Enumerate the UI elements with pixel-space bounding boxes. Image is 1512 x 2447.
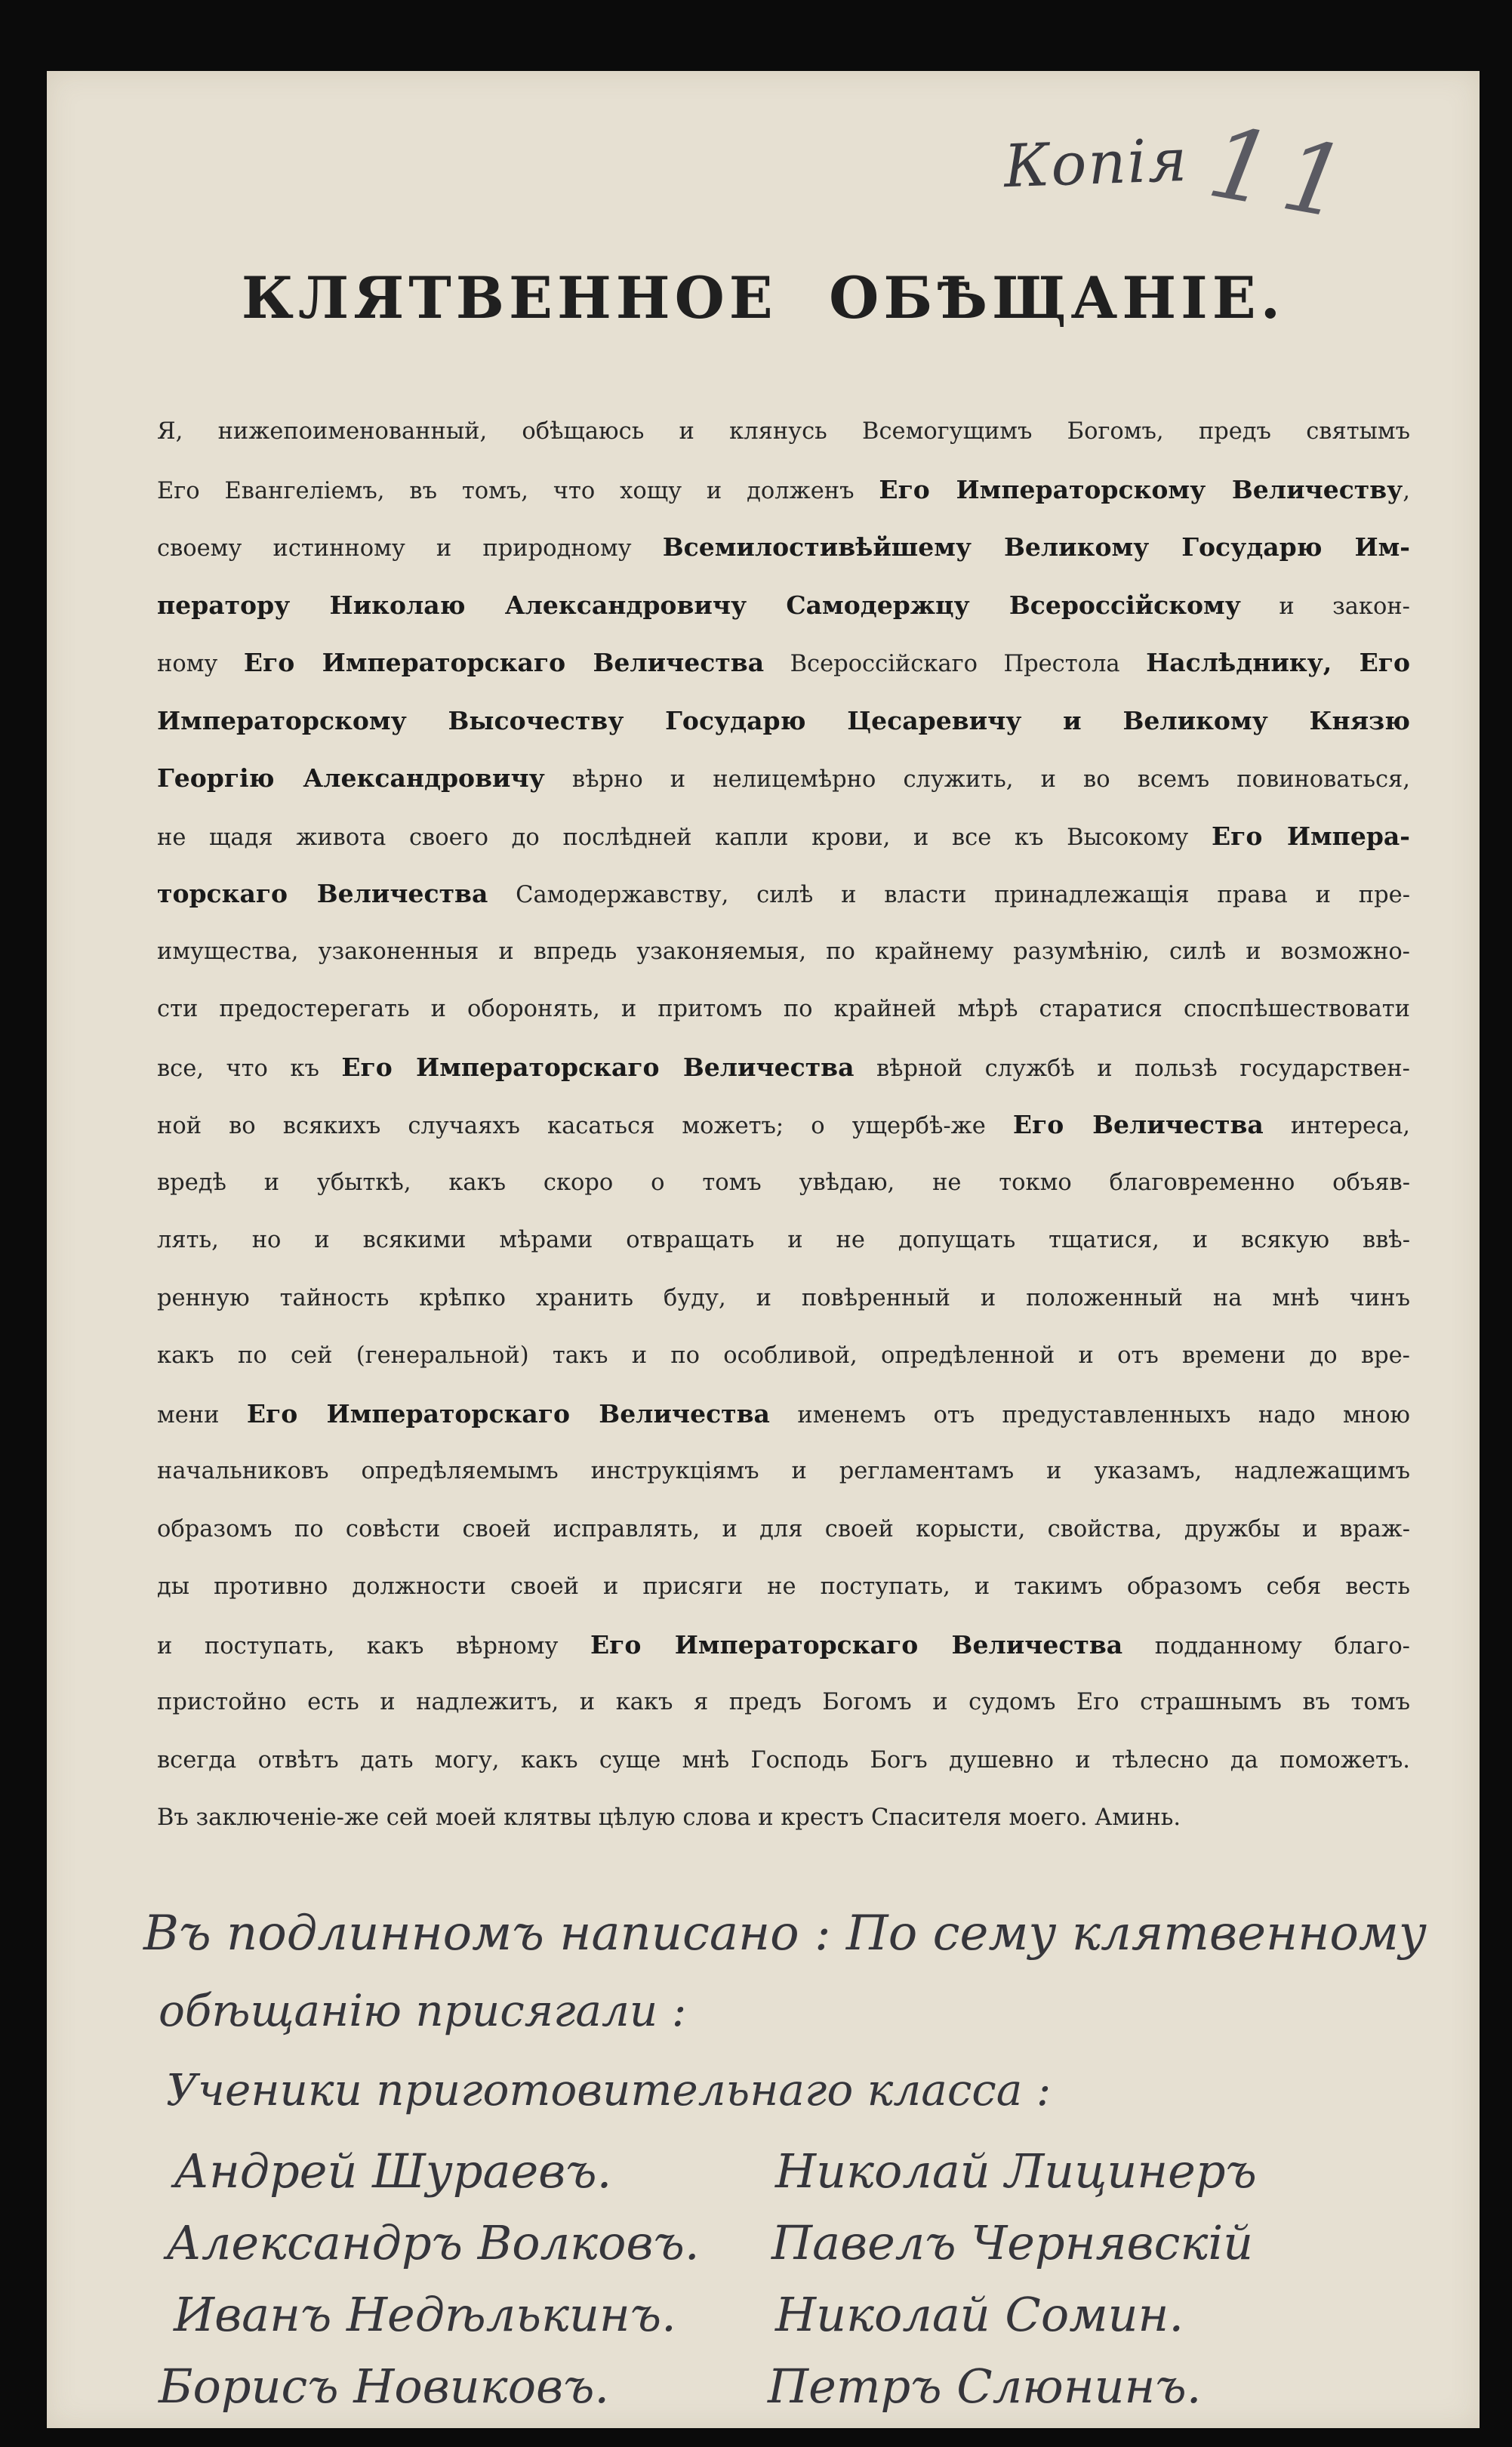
signature-left-1: Андрей Шураевъ. <box>174 2143 612 2199</box>
oath-text-line: своему истинному и природному Всемилостивѣйшему Великому Государю Им- <box>157 532 1410 562</box>
oath-text-line: всегда отвѣтъ дать могу, какъ суще мнѣ Господь Богъ душевно и тѣлесно да поможетъ. <box>157 1746 1410 1774</box>
copy-mark: Копія <box>1002 126 1190 202</box>
oath-text-line: какъ по сей (генеральной) такъ и по особливой, опредѣленной и отъ времени до вре- <box>157 1342 1410 1369</box>
signature-right-1: Николай Лицинеръ <box>775 2143 1257 2199</box>
oath-text-line: пристойно есть и надлежитъ, и какъ я предъ Богомъ и судомъ Его страшнымъ въ томъ <box>157 1689 1410 1715</box>
oath-text-line: образомъ по совѣсти своей исправлять, и для своей корысти, свойства, дружбы и враж- <box>157 1515 1410 1542</box>
oath-text-line: вредѣ и убыткѣ, какъ скоро о томъ увѣдаю, не токмо благовременно объяв- <box>157 1169 1410 1196</box>
signature-right-4: Петръ Слюнинъ. <box>768 2359 1202 2414</box>
oath-text-line: сти предостерегать и оборонять, и притомъ по крайней мѣрѣ старатися споспѣшествовати <box>157 996 1410 1022</box>
oath-text-line: имущества, узаконенныя и впредь узаконяемыя, по крайнему разумѣнію, силѣ и возможно- <box>157 938 1410 965</box>
handwritten-note-line-2: обѣщанію присягали : <box>159 1985 687 2036</box>
oath-text-line: торскаго Величества Самодержавству, силѣ и власти принадлежащія права и пре- <box>157 879 1410 908</box>
oath-text-line: лять, но и всякими мѣрами отвращать и не допущать тщатися, и всякую ввѣ- <box>157 1227 1410 1253</box>
signature-left-2: Александръ Волковъ. <box>166 2215 700 2270</box>
oath-text-line: ператору Николаю Александровичу Самодержцу Всероссійскому и закон- <box>157 590 1410 620</box>
oath-text-line: и поступать, какъ вѣрному Его Императорскаго Величества подданному благо- <box>157 1629 1410 1660</box>
oath-text-line: Императорскому Высочеству Государю Цесаревичу и Великому Князю <box>157 705 1410 735</box>
oath-text-line: мени Его Императорскаго Величества именемъ отъ предуставленныхъ надо мною <box>157 1398 1410 1428</box>
oath-text-line: начальниковъ опредѣляемымъ инструкціямъ и регламентамъ и указамъ, надлежащимъ <box>157 1458 1410 1484</box>
signature-left-4: Борисъ Новиковъ. <box>159 2359 610 2414</box>
oath-text-line: Его Евангеліемъ, въ томъ, что хощу и долженъ Его Императорскому Величеству, <box>157 474 1410 504</box>
oath-text-line: ному Его Императорскаго Величества Всероссійскаго Престола Наслѣднику, Его <box>157 648 1410 677</box>
handwritten-note-line-1: Въ подлинномъ написано : По сему клятвенному <box>143 1906 1427 1962</box>
handwritten-note-line-3: Ученики приготовительнаго класса : <box>166 2064 1052 2116</box>
oath-text-line: Въ заключеніе-же сей моей клятвы цѣлую слова и крестъ Спасителя моего. Аминь. <box>157 1804 1181 1831</box>
signature-right-3: Николай Сомин. <box>775 2287 1184 2342</box>
oath-text-line: Я, нижепоименованный, обѣщаюсь и клянусь Всемогущимъ Богомъ, предъ святымъ <box>157 418 1410 445</box>
document-sheet <box>47 71 1480 2428</box>
signature-left-3: Иванъ Недѣлькинъ. <box>174 2287 676 2342</box>
oath-text-line: все, что къ Его Императорскаго Величества вѣрной службѣ и пользѣ государствен- <box>157 1052 1410 1082</box>
oath-text-line: ной во всякихъ случаяхъ касаться можетъ; о ущербѣ-же Его Величества интереса, <box>157 1110 1410 1139</box>
document-title: КЛЯТВЕННОЕ ОБѢЩАНІЕ. <box>241 264 1286 331</box>
copy-number: 11 <box>1200 104 1368 243</box>
oath-text-line: ды противно должности своей и присяги не поступать, и такимъ образомъ себя весть <box>157 1573 1410 1600</box>
oath-text <box>157 403 1410 1848</box>
signature-right-2: Павелъ Чернявскій <box>771 2215 1254 2270</box>
oath-text-line: не щадя живота своего до послѣдней капли крови, и все къ Высокому Его Импера- <box>157 821 1410 851</box>
oath-text-line: Георгію Александровичу вѣрно и нелицемѣрно служить, и во всемъ повиноваться, <box>157 763 1410 793</box>
oath-text-line: ренную тайность крѣпко хранить буду, и повѣренный и положенный на мнѣ чинъ <box>157 1284 1410 1311</box>
